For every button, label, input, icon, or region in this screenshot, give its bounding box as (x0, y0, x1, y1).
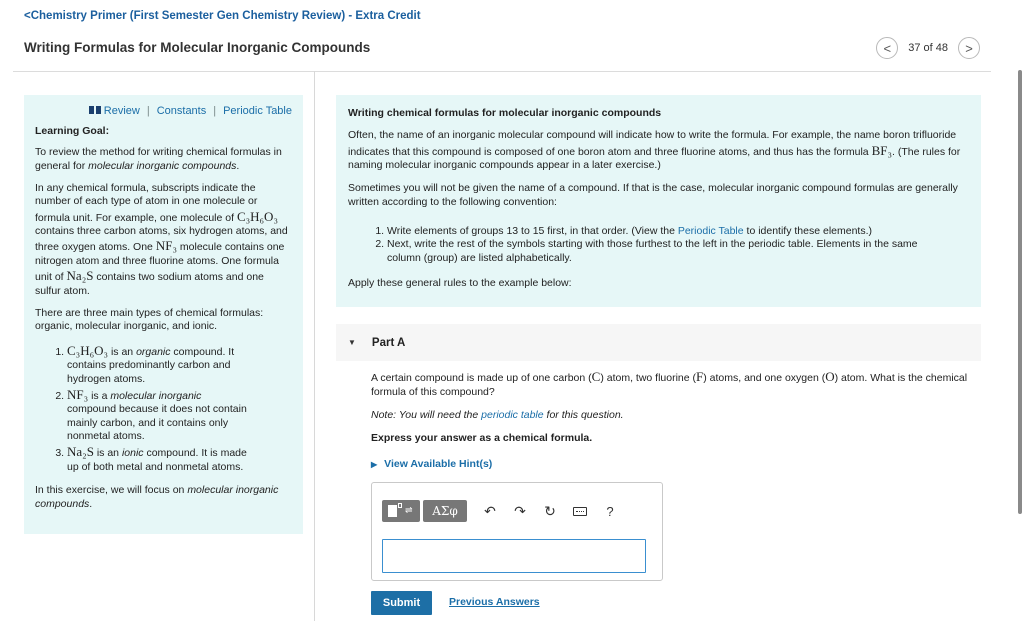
focus-paragraph: In this exercise, we will focus on molecular inorganic compounds. (35, 484, 279, 510)
part-a-title: Part A (371, 336, 406, 349)
review-link[interactable] (89, 105, 140, 119)
list-item: 1. Write elements of groups 13 to 15 first, in that order. (View the Periodic Table to identify these elements.) (387, 225, 969, 238)
next-item-button[interactable] (958, 37, 980, 59)
list-item: 2. Next, write the rest of the symbols starting with those furthest to the left in the periodic table. Elements in the same column (group) are listed alphabetically. (387, 238, 969, 265)
pager (876, 37, 980, 59)
greek-symbols-button[interactable]: ΑΣφ (423, 500, 467, 522)
keyboard-icon[interactable] (573, 507, 587, 516)
submit-button[interactable]: Submit (371, 591, 432, 615)
equation-toolbar (382, 500, 617, 522)
intro-panel (336, 95, 981, 307)
pager-count: 37 of 48 (908, 42, 948, 54)
scrollbar-thumb[interactable] (1018, 70, 1022, 514)
hints-label: View Available Hint(s) (384, 458, 493, 470)
list-item: 1. C₃H₆O₃ is an organic compound. It contains predominantly carbon and hydrogen atoms. (67, 343, 292, 386)
periodic-table-link[interactable]: Periodic Table (223, 105, 292, 117)
separator: | (146, 105, 150, 117)
page-title: Writing Formulas for Molecular Inorganic Compounds (24, 40, 371, 55)
previous-item-button[interactable] (876, 37, 898, 59)
separator: | (213, 105, 217, 117)
review-label: Review (103, 105, 140, 117)
formula-na2s: Na₂S (66, 268, 94, 284)
resource-links (35, 105, 292, 119)
collapse-triangle-icon[interactable]: ▼ (348, 338, 356, 347)
formula-nf3: NF₃ (155, 238, 177, 254)
part-a-header[interactable] (336, 324, 981, 361)
intro-heading: Writing chemical formulas for molecular inorganic compounds (348, 107, 662, 119)
apply-paragraph: Apply these general rules to the example below: (348, 277, 572, 290)
redo-icon[interactable]: ↷ (514, 502, 526, 519)
view-hints-link[interactable] (371, 458, 492, 470)
help-icon[interactable]: ? (606, 503, 614, 519)
learning-goal-heading: Learning Goal: (35, 124, 110, 137)
expand-triangle-icon: ▶ (371, 460, 378, 469)
constants-link[interactable]: Constants (156, 105, 207, 117)
learning-goal-panel (24, 95, 303, 534)
column-divider (314, 71, 315, 621)
chevron-left-icon: < (883, 40, 892, 56)
periodic-table-note-link[interactable]: periodic table (481, 409, 544, 421)
undo-icon[interactable]: ↶ (484, 502, 496, 519)
answer-box (371, 482, 663, 581)
breadcrumb-link[interactable]: <Chemistry Primer (First Semester Gen Chemistry Review) - Extra Credit (24, 10, 421, 22)
header-divider (13, 71, 991, 72)
chevron-right-icon: > (965, 40, 973, 56)
previous-answers-link[interactable]: Previous Answers (449, 596, 540, 608)
formula-bf3: BF₃ (871, 142, 892, 158)
list-item: 3. Na₂S is an ionic compound. It is made up of both metal and nonmetal atoms. (67, 444, 292, 474)
question-text: A certain compound is made up of one carbon (C) atom, two fluorine (F) atoms, and one oxygen (O) atom. What is the chemical formula of this compound? (371, 369, 968, 398)
learning-goal-text: To review the method for writing chemical formulas in general for molecular inorganic compounds. (35, 146, 282, 172)
question-note: Note: You will need the periodic table for this question. (371, 409, 624, 421)
periodic-table-inline-link[interactable]: Periodic Table (677, 225, 744, 238)
book-icon (89, 106, 101, 114)
list-item: 2. NF₃ is a molecular inorganic compound because it does not contain mainly carbon, and it contains only nonmetal atoms. (67, 387, 292, 443)
arrows-icon: ⇌ (405, 505, 413, 515)
formula-types-list (53, 343, 292, 474)
templates-button[interactable] (382, 500, 420, 522)
rules-list (376, 225, 969, 265)
subscripts-paragraph: In any chemical formula, subscripts indicate the number of each type of atom in one molecule or formula unit. For example, one molecule of C₃H₆O₃ contains three carbon atoms, six hydrogen atoms, and three oxygen atoms. One NF₃ molecule contains one nitrogen atom and three fluorine atoms. One formula unit of Na₂S contains two sodium atoms and one sulfur atom. (35, 181, 288, 297)
answer-input[interactable] (382, 539, 646, 573)
formula-c3h6o3: C₃H₆O₃ (236, 208, 278, 224)
formula-types-paragraph: There are three main types of chemical formulas: organic, molecular inorganic, and ionic. (35, 307, 264, 333)
intro-paragraph: Often, the name of an inorganic molecular compound will indicate how to write the formula. For example, the name boron trifluoride indicates that this compound is composed of one boron atom and three fluorine atoms, and thus has the formula BF₃. (The rules for naming molecular inorganic compounds appear in a later exercise.) (348, 129, 961, 172)
answer-instruction: Express your answer as a chemical formula. (371, 432, 593, 444)
reset-icon[interactable]: ↻ (544, 502, 556, 519)
subscript-box-icon (398, 503, 402, 508)
template-icon (388, 505, 397, 517)
convention-paragraph: Sometimes you will not be given the name of a compound. If that is the case, molecular inorganic compound formulas are generally written according to the following convention: (348, 182, 958, 208)
